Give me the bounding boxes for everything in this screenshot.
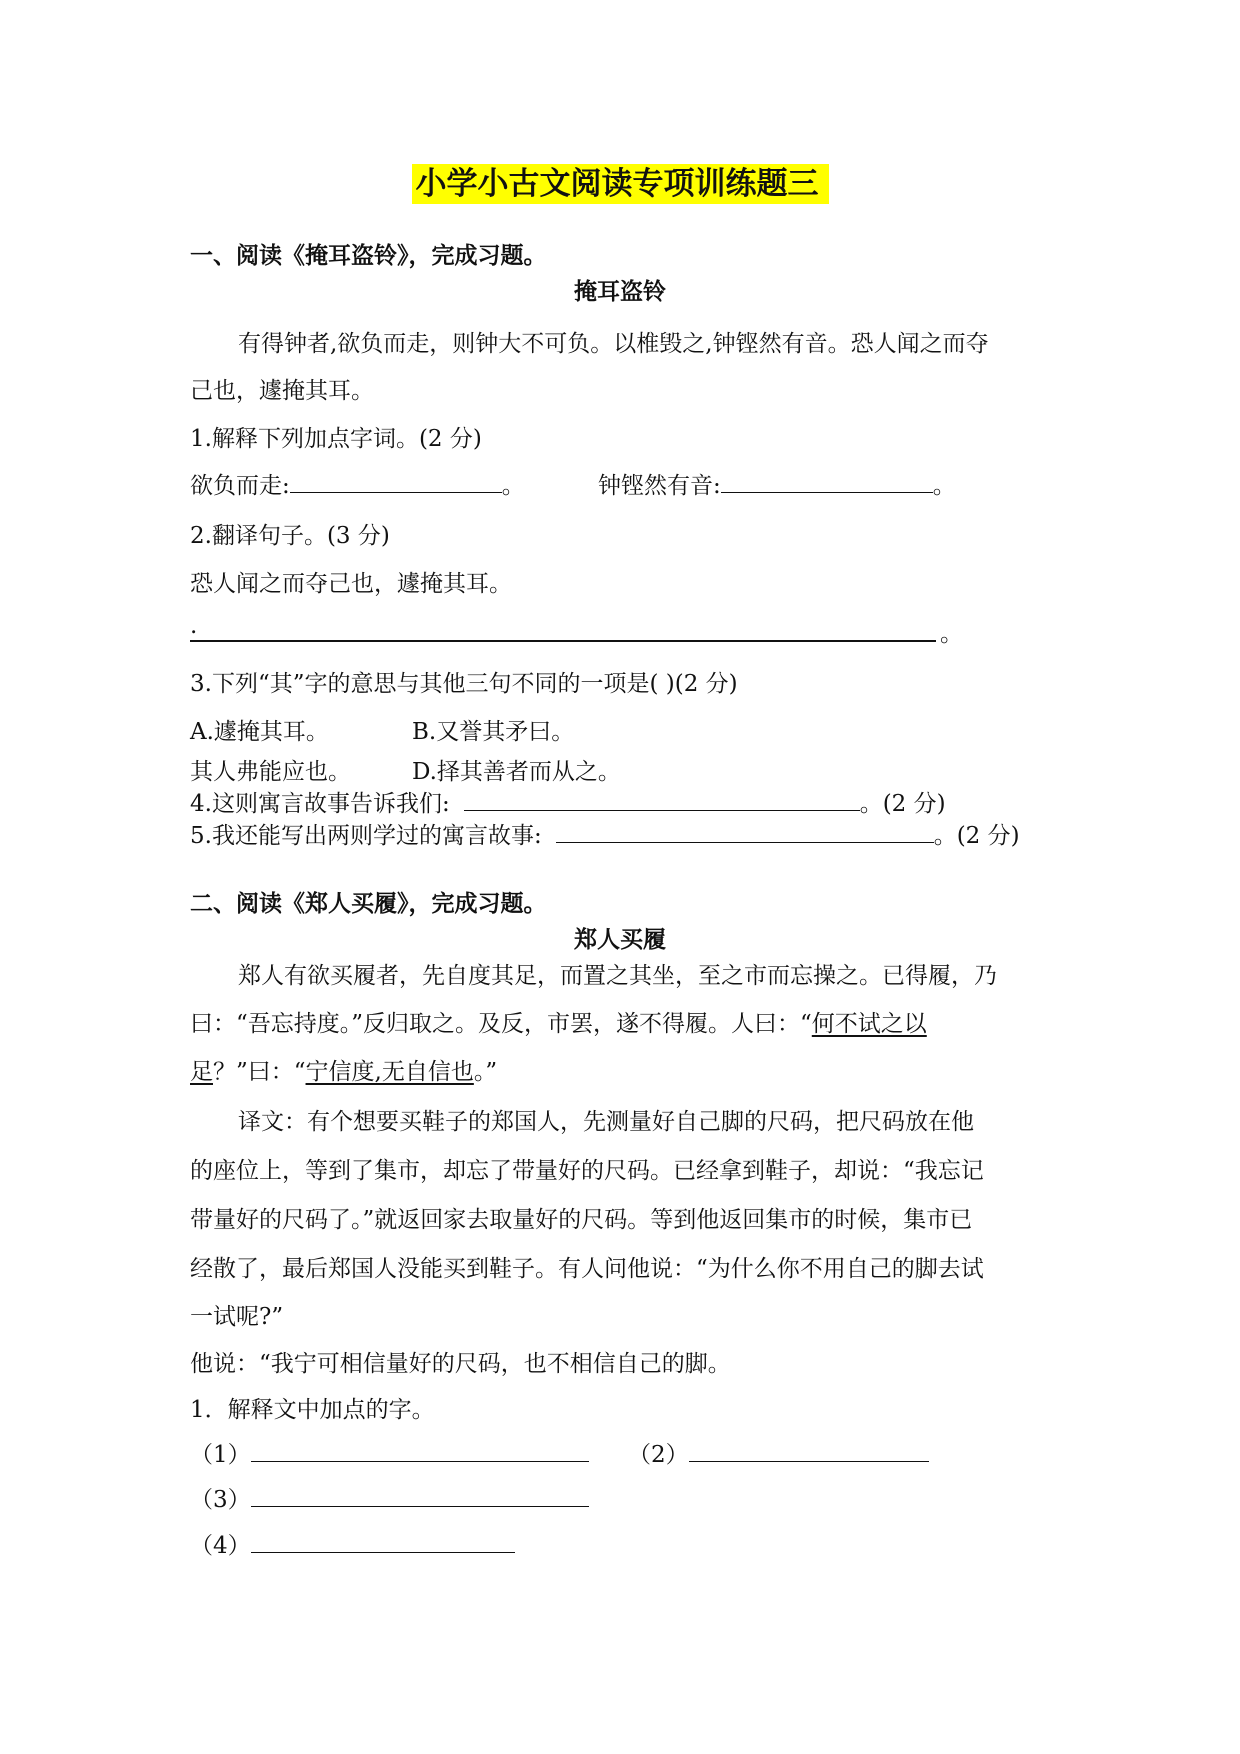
answer-blank[interactable]	[556, 841, 934, 843]
answer-blank[interactable]	[689, 1460, 929, 1462]
question-1: 1.解释下列加点字词。(2 分)	[190, 426, 482, 452]
section2-heading: 二、阅读《郑人买履》，完成习题。	[190, 891, 547, 917]
question-1-row: 钟铿然有音: 。	[598, 473, 956, 499]
translation-line: 他说：“我宁可相信量好的尺码，也不相信自己的脚。	[190, 1351, 731, 1377]
answer-row: （3）	[190, 1486, 589, 1515]
answer-blank[interactable]	[290, 491, 502, 493]
answer-row: （2）	[628, 1441, 929, 1470]
answer-blank[interactable]	[251, 1460, 589, 1462]
passage1-line: 己也，遽掩其耳。	[190, 378, 374, 404]
section1-heading: 一、阅读《掩耳盗铃》，完成习题。	[190, 243, 547, 269]
translation-line: 经散了，最后郑国人没能买到鞋子。有人问他说：“为什么你不用自己的脚去试	[190, 1256, 984, 1282]
option-b: B.又誉其矛曰。	[412, 719, 575, 745]
answer-blank[interactable]	[251, 1551, 515, 1553]
passage2-line: 郑人有欲买履者，先自度其足，而置之其坐，至之市而忘操之。已得履，乃	[238, 963, 997, 989]
answer-blank[interactable]	[251, 1505, 589, 1507]
question-2: 2.翻译句子。(3 分)	[190, 523, 390, 549]
answer-row: （4）	[190, 1532, 515, 1561]
answer-line[interactable]	[190, 640, 936, 642]
answer-row: （1）	[190, 1441, 589, 1470]
translation-line: 一试呢?”	[190, 1304, 284, 1330]
word-label: 欲负而走:	[190, 473, 290, 499]
translation-line: 带量好的尺码了。”就返回家去取量好的尺码。等到他返回集市的时候，集市已	[190, 1207, 973, 1233]
answer-period: 。	[940, 621, 963, 647]
answer-blank[interactable]	[721, 491, 933, 493]
underlined-phrase: 足	[190, 1059, 213, 1085]
question-1: 1．解释文中加点的字。	[190, 1397, 435, 1423]
passage1-line: 有得钟者,欲负而走，则钟大不可负。以椎毁之,钟铿然有音。恐人闻之而夺	[238, 331, 989, 357]
question-1-row: 欲负而走: 。	[190, 473, 525, 499]
passage2-title: 郑人买履	[574, 927, 666, 953]
option-a: A.遽掩其耳。	[190, 719, 329, 745]
answer-dot: .	[190, 613, 198, 639]
translation-line: 的座位上，等到了集市，却忘了带量好的尺码。已经拿到鞋子，却说：“我忘记	[190, 1158, 984, 1184]
question-5: 5.我还能写出两则学过的寓言故事: 。(2 分)	[190, 823, 1020, 849]
passage2-line: 足？”曰：“宁信度,无自信也。”	[190, 1059, 498, 1085]
answer-blank[interactable]	[464, 809, 860, 811]
underlined-phrase: 何不试之以	[811, 1011, 927, 1037]
passage2-line: 曰：“吾忘持度。”反归取之。及反，市罢，遂不得履。人曰：“何不试之以	[190, 1011, 927, 1037]
passage1-title: 掩耳盗铃	[574, 279, 666, 305]
question-4: 4.这则寓言故事告诉我们: 。(2 分)	[190, 791, 946, 817]
option-d: D.择其善者而从之。	[412, 759, 621, 785]
page-title: 小学小古文阅读专项训练题三	[0, 158, 1240, 203]
underlined-phrase: 宁信度,无自信也	[305, 1059, 474, 1085]
word-label: 钟铿然有音:	[598, 473, 721, 499]
question-3: 3.下列“其”字的意思与其他三句不同的一项是( )(2 分)	[190, 671, 738, 697]
option-c: 其人弗能应也。	[190, 759, 351, 785]
translation-line: 译文：有个想要买鞋子的郑国人，先测量好自己脚的尺码，把尺码放在他	[238, 1109, 974, 1135]
translate-sentence: 恐人闻之而夺己也，遽掩其耳。	[190, 571, 512, 597]
